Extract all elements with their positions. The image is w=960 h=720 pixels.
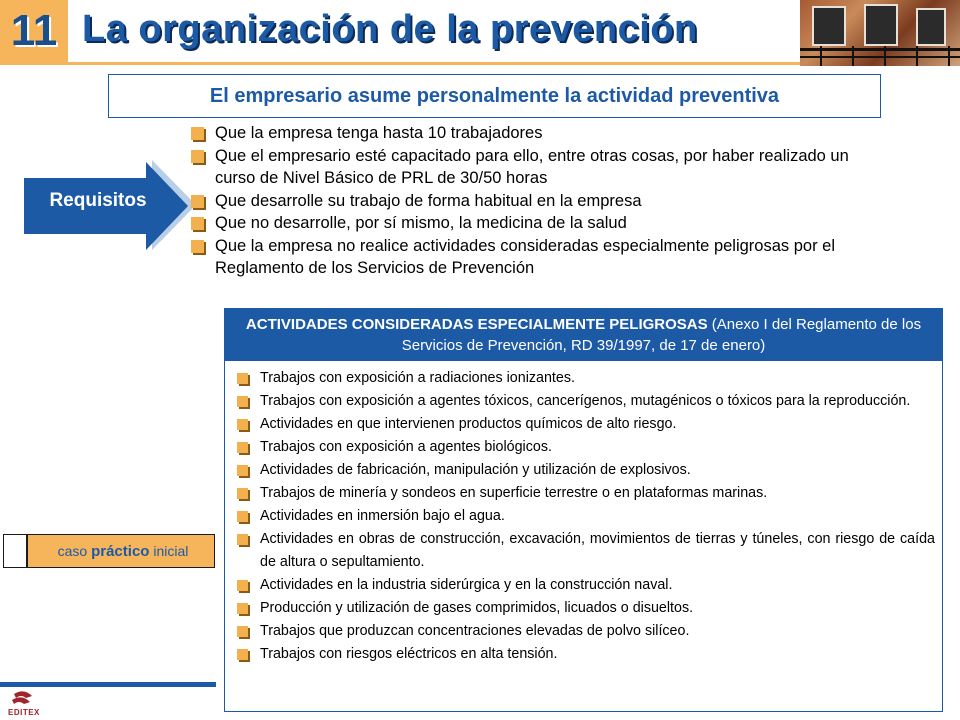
- requisitos-label: Requisitos: [49, 190, 147, 211]
- case-bold: práctico: [91, 543, 150, 560]
- requirement-text: Que no desarrolle, por sí mismo, la medicina de la salud: [215, 214, 627, 232]
- square-bullet-icon: [237, 373, 248, 384]
- activities-list: [235, 367, 935, 666]
- activity-text: Trabajos con riesgos eléctricos en alta tensión.: [260, 646, 558, 662]
- case-label[interactable]: [32, 535, 214, 567]
- subtitle: El empresario asume personalmente la actividad preventiva: [209, 84, 780, 107]
- list-item: [235, 643, 935, 666]
- case-suffix: inicial: [149, 543, 189, 559]
- list-item: [235, 620, 935, 643]
- activity-text: Actividades en la industria siderúrgica y en la construcción naval.: [260, 577, 673, 593]
- activity-text: Trabajos con exposición a agentes biológicos.: [260, 439, 552, 455]
- square-bullet-icon: [191, 150, 204, 163]
- list-item: [235, 482, 935, 505]
- square-bullet-icon: [237, 488, 248, 499]
- list-item: [188, 212, 888, 235]
- activities-header: [225, 309, 942, 361]
- page-title: La organización de la prevención: [82, 8, 698, 50]
- square-bullet-icon: [191, 195, 204, 208]
- list-item: [235, 459, 935, 482]
- activities-header-bold: ACTIVIDADES CONSIDERADAS ESPECIALMENTE PELIGROSAS: [245, 316, 708, 333]
- case-prefix: caso: [57, 543, 92, 559]
- activities-box: [224, 308, 943, 712]
- activities-header-rest: (Anexo I del Reglamento de los Servicios de Prevención, RD 39/1997, de 17 de enero): [401, 316, 922, 354]
- square-bullet-icon: [237, 534, 248, 545]
- requirement-text: Que la empresa no realice actividades consideradas especialmente peligrosas por el Reglamento de los Servicios de Prevención: [215, 236, 836, 277]
- list-item: [235, 413, 935, 436]
- square-bullet-icon: [237, 442, 248, 453]
- list-item: [235, 505, 935, 528]
- list-item: [188, 235, 888, 280]
- list-item: [235, 390, 935, 413]
- square-bullet-icon: [237, 511, 248, 522]
- square-bullet-icon: [237, 603, 248, 614]
- case-swatch: [4, 535, 28, 567]
- list-item: [235, 436, 935, 459]
- square-bullet-icon: [191, 217, 204, 230]
- activity-text: Producción y utilización de gases comprimidos, licuados o disueltos.: [260, 600, 694, 616]
- chapter-number: 11: [10, 6, 58, 55]
- case-practico-link[interactable]: [3, 534, 215, 568]
- requirement-text: Que la empresa tenga hasta 10 trabajadores: [215, 124, 543, 142]
- list-item: [235, 597, 935, 620]
- list-item: [188, 145, 888, 190]
- square-bullet-icon: [237, 580, 248, 591]
- square-bullet-icon: [237, 649, 248, 660]
- header-building-photo: [800, 0, 960, 66]
- activity-text: Trabajos con exposición a agentes tóxicos, cancerígenos, mutagénicos o tóxicos para la reproducción.: [260, 393, 911, 409]
- activity-text: Trabajos con exposición a radiaciones ionizantes.: [260, 370, 575, 386]
- square-bullet-icon: [237, 465, 248, 476]
- side-divider: [0, 682, 216, 687]
- square-bullet-icon: [191, 127, 204, 140]
- square-bullet-icon: [237, 626, 248, 637]
- activity-text: Actividades en inmersión bajo el agua.: [260, 508, 505, 524]
- requirements-list: [188, 122, 888, 280]
- header-divider: [0, 62, 800, 65]
- requirement-text: Que desarrolle su trabajo de forma habitual en la empresa: [215, 191, 642, 210]
- square-bullet-icon: [237, 396, 248, 407]
- list-item: [235, 574, 935, 597]
- activity-text: Trabajos que produzcan concentraciones elevadas de polvo silíceo.: [260, 623, 690, 639]
- square-bullet-icon: [191, 240, 204, 253]
- list-item: [235, 367, 935, 390]
- square-bullet-icon: [237, 419, 248, 430]
- activity-text: Trabajos de minería y sondeos en superficie terrestre o en plataformas marinas.: [260, 485, 768, 501]
- activity-text: Actividades en que intervienen productos químicos de alto riesgo.: [260, 416, 677, 432]
- requirement-text: Que el empresario esté capacitado para ello, entre otras cosas, por haber realizado un curso de Nivel Básico de PRL de 30/50 horas: [215, 146, 849, 187]
- list-item: [188, 190, 888, 213]
- activity-text: Actividades de fabricación, manipulación y utilización de explosivos.: [260, 462, 691, 478]
- activity-text: Actividades en obras de construcción, excavación, movimientos de tierras y túneles, con riesgo de caída de altura o sepultamiento.: [260, 531, 935, 570]
- subtitle-box: [108, 74, 881, 118]
- editex-logo-text: EDITEX: [8, 708, 40, 717]
- list-item: [235, 528, 935, 574]
- list-item: [188, 122, 888, 145]
